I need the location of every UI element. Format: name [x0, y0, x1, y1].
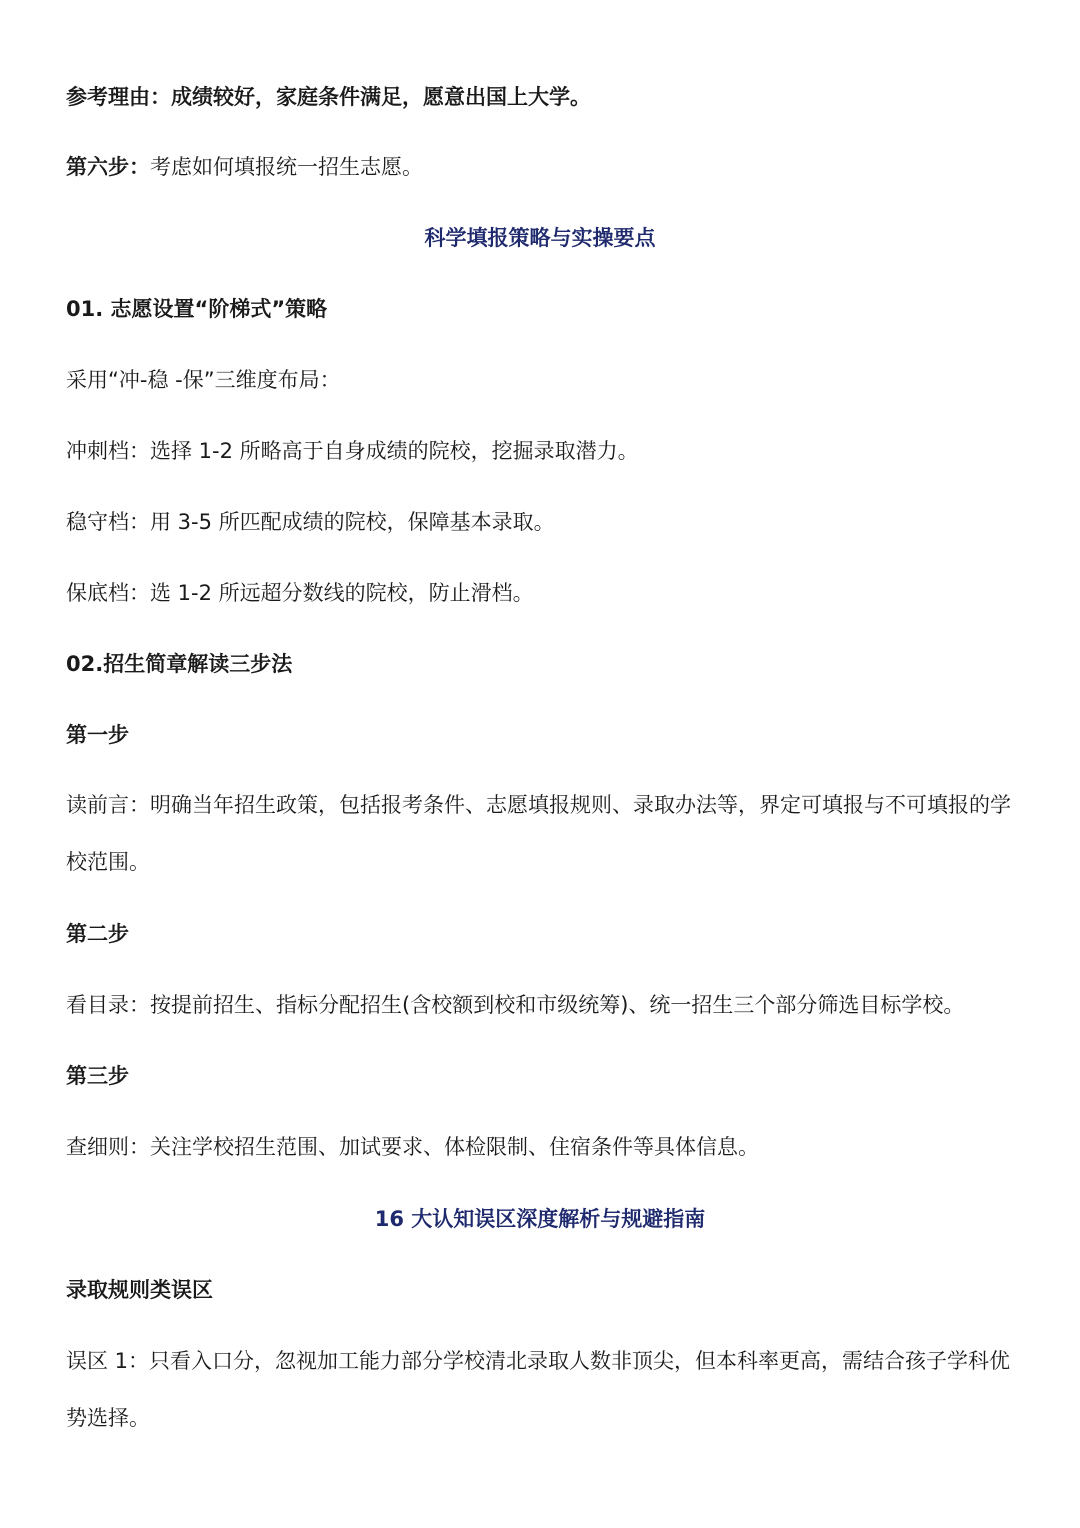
myth1-text: 误区 1：只看入口分，忽视加工能力部分学校清北录取人数非顶尖，但本科率更高，需结合孩子学科优势选择。 [66, 1349, 1011, 1430]
step2-heading: 第二步 [66, 922, 129, 946]
step6-line [66, 152, 1014, 182]
heading-brochure-method: 02.招生简章解读三步法 [66, 652, 293, 676]
section-title-strategy: 科学填报策略与实操要点 [424, 226, 656, 250]
step6-text: 考虑如何填报统一招生志愿。 [150, 155, 423, 179]
tier-stable: 稳守档：用 3-5 所匹配成绩的院校，保障基本录取。 [66, 510, 555, 534]
heading-ladder-strategy: 01. 志愿设置“阶梯式”策略 [66, 297, 328, 321]
section-title-myths: 16 大认知误区深度解析与规避指南 [374, 1207, 706, 1231]
layout-intro: 采用“冲-稳 -保”三维度布局： [66, 368, 341, 392]
step1-text: 读前言：明确当年招生政策，包括报考条件、志愿填报规则、录取办法等，界定可填报与不可填报的学校范围。 [66, 793, 1011, 874]
step2-text: 看目录：按提前招生、指标分配招生(含校额到校和市级统筹)、统一招生三个部分筛选目标学校。 [66, 993, 965, 1017]
step1-heading: 第一步 [66, 723, 129, 747]
reason-line: 参考理由：成绩较好，家庭条件满足，愿意出国上大学。 [66, 85, 591, 109]
step6-label: 第六步： [66, 155, 150, 179]
category-heading: 录取规则类误区 [66, 1278, 213, 1302]
step3-heading: 第三步 [66, 1064, 129, 1088]
tier-safe: 保底档：选 1-2 所远超分数线的院校，防止滑档。 [66, 581, 534, 605]
step3-text: 查细则：关注学校招生范围、加试要求、体检限制、住宿条件等具体信息。 [66, 1135, 759, 1159]
tier-rush: 冲刺档：选择 1-2 所略高于自身成绩的院校，挖掘录取潜力。 [66, 439, 639, 463]
